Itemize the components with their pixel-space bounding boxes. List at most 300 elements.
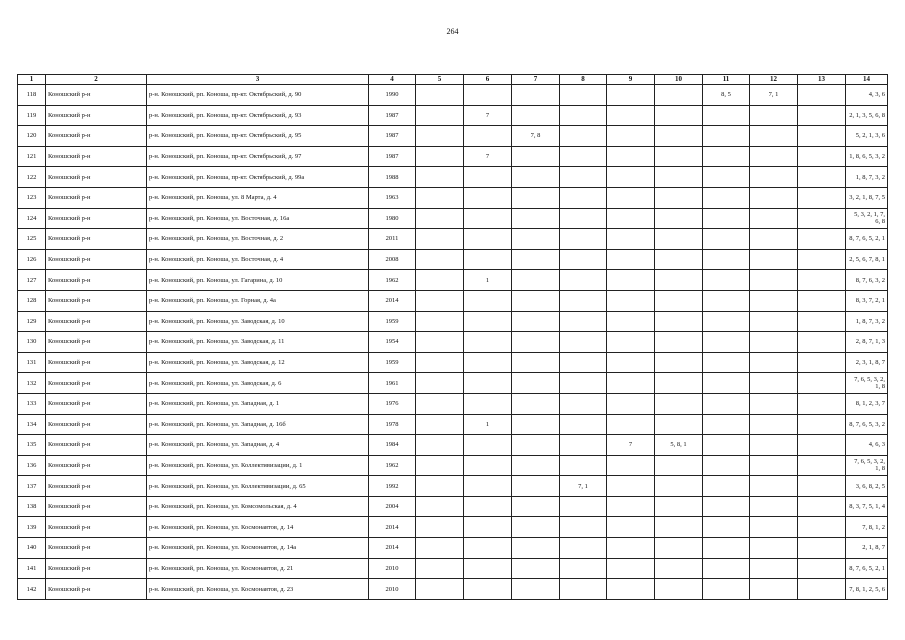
table-cell-col-11 bbox=[703, 517, 750, 538]
table-cell-col-6 bbox=[464, 311, 512, 332]
table-cell-col-10 bbox=[655, 476, 703, 497]
table-cell-col-13 bbox=[798, 476, 846, 497]
table-cell-col-7 bbox=[512, 105, 560, 126]
table-cell-col-11 bbox=[703, 373, 750, 394]
table-cell-col-10 bbox=[655, 229, 703, 250]
table-cell-col-12 bbox=[750, 352, 798, 373]
table-cell-col-4: 1978 bbox=[369, 414, 416, 435]
table-cell-col-2: Коношский р-н bbox=[46, 311, 147, 332]
table-cell-col-3: р-н. Коношский, рп. Коноша, ул. Космонавтов, д. 23 bbox=[147, 579, 369, 600]
table-cell-col-6 bbox=[464, 538, 512, 559]
table-cell-col-5 bbox=[416, 167, 464, 188]
table-cell-col-5 bbox=[416, 270, 464, 291]
table-cell-col-8 bbox=[560, 352, 607, 373]
table-row bbox=[18, 229, 888, 250]
table-cell-col-3: р-н. Коношский, рп. Коноша, пр-кт. Октябрьский, д. 99а bbox=[147, 167, 369, 188]
table-cell-col-9 bbox=[607, 476, 655, 497]
table-cell-col-6 bbox=[464, 249, 512, 270]
table-cell-col-9 bbox=[607, 517, 655, 538]
table-cell-col-7 bbox=[512, 373, 560, 394]
table-cell-col-5 bbox=[416, 414, 464, 435]
table-cell-col-1: 141 bbox=[18, 558, 46, 579]
table-cell-col-6 bbox=[464, 393, 512, 414]
table-cell-col-9 bbox=[607, 290, 655, 311]
table-cell-col-12 bbox=[750, 167, 798, 188]
table-cell-col-3: р-н. Коношский, рп. Коноша, ул. Комсомольская, д. 4 bbox=[147, 496, 369, 517]
table-cell-col-1: 134 bbox=[18, 414, 46, 435]
table-cell-col-7 bbox=[512, 208, 560, 229]
table-cell-col-6: 7 bbox=[464, 105, 512, 126]
table-cell-col-5 bbox=[416, 290, 464, 311]
table-cell-col-13 bbox=[798, 373, 846, 394]
table-cell-col-12 bbox=[750, 373, 798, 394]
table-cell-col-1: 131 bbox=[18, 352, 46, 373]
table-cell-col-11 bbox=[703, 208, 750, 229]
table-cell-col-3: р-н. Коношский, рп. Коноша, ул. Заводская, д. 12 bbox=[147, 352, 369, 373]
table-cell-col-6 bbox=[464, 435, 512, 456]
table-cell-col-14: 2, 1, 8, 7 bbox=[846, 538, 888, 559]
table-cell-col-14: 8, 3, 7, 5, 1, 4 bbox=[846, 496, 888, 517]
table-cell-col-9 bbox=[607, 105, 655, 126]
table-cell-col-7 bbox=[512, 249, 560, 270]
table-cell-col-6 bbox=[464, 352, 512, 373]
table-cell-col-8 bbox=[560, 496, 607, 517]
table-cell-col-9 bbox=[607, 167, 655, 188]
table-cell-col-10 bbox=[655, 85, 703, 106]
table-cell-col-12 bbox=[750, 476, 798, 497]
table-cell-col-4: 2011 bbox=[369, 229, 416, 250]
table-cell-col-1: 137 bbox=[18, 476, 46, 497]
table-cell-col-7 bbox=[512, 352, 560, 373]
table-cell-col-6 bbox=[464, 455, 512, 476]
table-row bbox=[18, 332, 888, 353]
table-cell-col-6 bbox=[464, 208, 512, 229]
table-cell-col-11 bbox=[703, 270, 750, 291]
table-cell-col-9 bbox=[607, 496, 655, 517]
table-cell-col-13 bbox=[798, 249, 846, 270]
table-cell-col-9 bbox=[607, 414, 655, 435]
table-cell-col-9 bbox=[607, 208, 655, 229]
table-cell-col-6: 1 bbox=[464, 270, 512, 291]
table-cell-col-6 bbox=[464, 229, 512, 250]
table-cell-col-8 bbox=[560, 414, 607, 435]
table-cell-col-12 bbox=[750, 579, 798, 600]
table-row bbox=[18, 311, 888, 332]
table-cell-col-11 bbox=[703, 229, 750, 250]
table-cell-col-11 bbox=[703, 126, 750, 147]
column-header-3: 3 bbox=[147, 75, 369, 85]
table-cell-col-11 bbox=[703, 414, 750, 435]
page-number: 264 bbox=[446, 27, 459, 36]
table-cell-col-1: 123 bbox=[18, 187, 46, 208]
table-cell-col-2: Коношский р-н bbox=[46, 476, 147, 497]
table-cell-col-8 bbox=[560, 229, 607, 250]
column-header-13: 13 bbox=[798, 75, 846, 85]
table-cell-col-8 bbox=[560, 126, 607, 147]
register-table bbox=[17, 74, 888, 600]
table-cell-col-10 bbox=[655, 579, 703, 600]
table-cell-col-11 bbox=[703, 435, 750, 456]
table-cell-col-7 bbox=[512, 270, 560, 291]
table-cell-col-11 bbox=[703, 558, 750, 579]
table-cell-col-12 bbox=[750, 558, 798, 579]
table-row bbox=[18, 270, 888, 291]
table-cell-col-4: 1962 bbox=[369, 455, 416, 476]
table-cell-col-1: 142 bbox=[18, 579, 46, 600]
table-cell-col-14: 1, 8, 6, 5, 3, 2 bbox=[846, 146, 888, 167]
table-row bbox=[18, 393, 888, 414]
table-cell-col-7 bbox=[512, 496, 560, 517]
table-cell-col-12 bbox=[750, 290, 798, 311]
table-row bbox=[18, 146, 888, 167]
table-cell-col-4: 1961 bbox=[369, 373, 416, 394]
table-cell-col-4: 1954 bbox=[369, 332, 416, 353]
table-cell-col-7 bbox=[512, 290, 560, 311]
table-cell-col-14: 8, 7, 6, 5, 2, 1 bbox=[846, 558, 888, 579]
table-cell-col-13 bbox=[798, 208, 846, 229]
table-row bbox=[18, 208, 888, 229]
table-cell-col-8 bbox=[560, 393, 607, 414]
table-cell-col-13 bbox=[798, 332, 846, 353]
table-cell-col-12 bbox=[750, 105, 798, 126]
table-cell-col-8 bbox=[560, 105, 607, 126]
table-cell-col-6 bbox=[464, 476, 512, 497]
table-cell-col-9 bbox=[607, 393, 655, 414]
table-cell-col-8 bbox=[560, 187, 607, 208]
table-cell-col-14: 7, 6, 5, 3, 2, 1, 8 bbox=[846, 373, 888, 394]
table-cell-col-13 bbox=[798, 146, 846, 167]
table-cell-col-3: р-н. Коношский, рп. Коноша, ул. Восточная, д. 2 bbox=[147, 229, 369, 250]
table-cell-col-11 bbox=[703, 167, 750, 188]
table-row bbox=[18, 414, 888, 435]
table-row bbox=[18, 579, 888, 600]
table-cell-col-10 bbox=[655, 208, 703, 229]
table-cell-col-11 bbox=[703, 290, 750, 311]
table-cell-col-11 bbox=[703, 538, 750, 559]
table-cell-col-8 bbox=[560, 558, 607, 579]
table-cell-col-6: 1 bbox=[464, 414, 512, 435]
table-cell-col-5 bbox=[416, 558, 464, 579]
column-header-5: 5 bbox=[416, 75, 464, 85]
table-cell-col-7 bbox=[512, 579, 560, 600]
table-cell-col-11 bbox=[703, 496, 750, 517]
table-cell-col-4: 1987 bbox=[369, 146, 416, 167]
table-cell-col-10 bbox=[655, 517, 703, 538]
table-cell-col-2: Коношский р-н bbox=[46, 332, 147, 353]
table-cell-col-10 bbox=[655, 496, 703, 517]
table-cell-col-13 bbox=[798, 290, 846, 311]
table-cell-col-3: р-н. Коношский, рп. Коноша, пр-кт. Октябрьский, д. 90 bbox=[147, 85, 369, 106]
table-cell-col-7 bbox=[512, 167, 560, 188]
table-cell-col-2: Коношский р-н bbox=[46, 270, 147, 291]
table-cell-col-11 bbox=[703, 249, 750, 270]
table-cell-col-14: 3, 6, 8, 2, 5 bbox=[846, 476, 888, 497]
table-row bbox=[18, 455, 888, 476]
table-cell-col-12 bbox=[750, 270, 798, 291]
table-cell-col-4: 1959 bbox=[369, 311, 416, 332]
table-cell-col-1: 135 bbox=[18, 435, 46, 456]
table-cell-col-10 bbox=[655, 311, 703, 332]
table-cell-col-6 bbox=[464, 85, 512, 106]
table-cell-col-9 bbox=[607, 146, 655, 167]
table-cell-col-3: р-н. Коношский, рп. Коноша, ул. Восточная, д. 16а bbox=[147, 208, 369, 229]
table-cell-col-8 bbox=[560, 290, 607, 311]
table-row bbox=[18, 435, 888, 456]
table-cell-col-13 bbox=[798, 455, 846, 476]
table-cell-col-12 bbox=[750, 229, 798, 250]
table-cell-col-7 bbox=[512, 538, 560, 559]
table-cell-col-10 bbox=[655, 290, 703, 311]
table-cell-col-13 bbox=[798, 270, 846, 291]
table-cell-col-10 bbox=[655, 455, 703, 476]
column-header-2: 2 bbox=[46, 75, 147, 85]
table-cell-col-14: 7, 8, 1, 2 bbox=[846, 517, 888, 538]
table-cell-col-8 bbox=[560, 373, 607, 394]
table-cell-col-8 bbox=[560, 85, 607, 106]
table-cell-col-12 bbox=[750, 538, 798, 559]
table-cell-col-10 bbox=[655, 352, 703, 373]
table-cell-col-10 bbox=[655, 167, 703, 188]
table-cell-col-9 bbox=[607, 187, 655, 208]
table-cell-col-8 bbox=[560, 167, 607, 188]
table-header-row bbox=[18, 75, 888, 85]
table-cell-col-13 bbox=[798, 229, 846, 250]
table-cell-col-5 bbox=[416, 146, 464, 167]
table-cell-col-11 bbox=[703, 455, 750, 476]
table-cell-col-8 bbox=[560, 538, 607, 559]
column-header-6: 6 bbox=[464, 75, 512, 85]
table-cell-col-8 bbox=[560, 455, 607, 476]
table-cell-col-4: 1980 bbox=[369, 208, 416, 229]
table-cell-col-9 bbox=[607, 538, 655, 559]
table-cell-col-4: 1987 bbox=[369, 126, 416, 147]
table-cell-col-2: Коношский р-н bbox=[46, 455, 147, 476]
table-cell-col-9: 7 bbox=[607, 435, 655, 456]
table-row bbox=[18, 496, 888, 517]
table-cell-col-2: Коношский р-н bbox=[46, 414, 147, 435]
table-cell-col-7 bbox=[512, 187, 560, 208]
table-cell-col-1: 140 bbox=[18, 538, 46, 559]
table-row bbox=[18, 105, 888, 126]
table-cell-col-11 bbox=[703, 393, 750, 414]
table-cell-col-5 bbox=[416, 496, 464, 517]
table-cell-col-10 bbox=[655, 373, 703, 394]
table-cell-col-3: р-н. Коношский, рп. Коноша, ул. Коллективизации, д. 1 bbox=[147, 455, 369, 476]
table-cell-col-1: 125 bbox=[18, 229, 46, 250]
table-cell-col-8 bbox=[560, 435, 607, 456]
column-header-7: 7 bbox=[512, 75, 560, 85]
table-cell-col-9 bbox=[607, 455, 655, 476]
table-cell-col-3: р-н. Коношский, рп. Коноша, ул. Космонавтов, д. 14а bbox=[147, 538, 369, 559]
table-cell-col-4: 1988 bbox=[369, 167, 416, 188]
table-cell-col-4: 2014 bbox=[369, 517, 416, 538]
table-cell-col-6 bbox=[464, 579, 512, 600]
table-cell-col-10 bbox=[655, 558, 703, 579]
table-cell-col-4: 1984 bbox=[369, 435, 416, 456]
table-cell-col-6 bbox=[464, 290, 512, 311]
table-cell-col-4: 2014 bbox=[369, 290, 416, 311]
table-row bbox=[18, 558, 888, 579]
table-cell-col-2: Коношский р-н bbox=[46, 579, 147, 600]
table-cell-col-13 bbox=[798, 105, 846, 126]
table-cell-col-12 bbox=[750, 414, 798, 435]
column-header-12: 12 bbox=[750, 75, 798, 85]
table-cell-col-2: Коношский р-н bbox=[46, 373, 147, 394]
table-cell-col-7 bbox=[512, 393, 560, 414]
column-header-10: 10 bbox=[655, 75, 703, 85]
table-cell-col-11 bbox=[703, 311, 750, 332]
table-cell-col-2: Коношский р-н bbox=[46, 229, 147, 250]
table-cell-col-14: 2, 5, 6, 7, 8, 1 bbox=[846, 249, 888, 270]
table-cell-col-3: р-н. Коношский, рп. Коноша, ул. Горная, д. 4а bbox=[147, 290, 369, 311]
table-cell-col-5 bbox=[416, 85, 464, 106]
table-cell-col-2: Коношский р-н bbox=[46, 352, 147, 373]
table-cell-col-6 bbox=[464, 332, 512, 353]
table-cell-col-3: р-н. Коношский, рп. Коноша, ул. Западная, д. 4 bbox=[147, 435, 369, 456]
table-cell-col-8 bbox=[560, 311, 607, 332]
table-cell-col-12 bbox=[750, 187, 798, 208]
table-cell-col-1: 128 bbox=[18, 290, 46, 311]
table-cell-col-2: Коношский р-н bbox=[46, 85, 147, 106]
column-header-11: 11 bbox=[703, 75, 750, 85]
table-cell-col-2: Коношский р-н bbox=[46, 558, 147, 579]
table-cell-col-9 bbox=[607, 332, 655, 353]
table-cell-col-7 bbox=[512, 311, 560, 332]
table-cell-col-4: 1962 bbox=[369, 270, 416, 291]
table-cell-col-6 bbox=[464, 517, 512, 538]
table-cell-col-13 bbox=[798, 187, 846, 208]
table-cell-col-3: р-н. Коношский, рп. Коноша, пр-кт. Октябрьский, д. 95 bbox=[147, 126, 369, 147]
table-cell-col-4: 1976 bbox=[369, 393, 416, 414]
table-cell-col-2: Коношский р-н bbox=[46, 105, 147, 126]
table-cell-col-12 bbox=[750, 332, 798, 353]
table-cell-col-12 bbox=[750, 208, 798, 229]
table-cell-col-7: 7, 8 bbox=[512, 126, 560, 147]
table-cell-col-12 bbox=[750, 393, 798, 414]
table-cell-col-11 bbox=[703, 332, 750, 353]
table-cell-col-8 bbox=[560, 146, 607, 167]
table-row bbox=[18, 517, 888, 538]
table-cell-col-7 bbox=[512, 229, 560, 250]
table-cell-col-5 bbox=[416, 311, 464, 332]
table-cell-col-4: 2004 bbox=[369, 496, 416, 517]
table-cell-col-12 bbox=[750, 311, 798, 332]
table-cell-col-5 bbox=[416, 455, 464, 476]
table-cell-col-13 bbox=[798, 311, 846, 332]
table-cell-col-3: р-н. Коношский, рп. Коноша, ул. Заводская, д. 10 bbox=[147, 311, 369, 332]
table-cell-col-13 bbox=[798, 393, 846, 414]
table-cell-col-2: Коношский р-н bbox=[46, 538, 147, 559]
table-cell-col-6 bbox=[464, 167, 512, 188]
table-cell-col-12 bbox=[750, 435, 798, 456]
table-cell-col-4: 1959 bbox=[369, 352, 416, 373]
table-cell-col-5 bbox=[416, 332, 464, 353]
table-cell-col-10 bbox=[655, 249, 703, 270]
table-cell-col-5 bbox=[416, 373, 464, 394]
table-cell-col-13 bbox=[798, 352, 846, 373]
table-cell-col-9 bbox=[607, 558, 655, 579]
table-cell-col-9 bbox=[607, 229, 655, 250]
table-cell-col-4: 1987 bbox=[369, 105, 416, 126]
table-cell-col-13 bbox=[798, 538, 846, 559]
table-cell-col-5 bbox=[416, 476, 464, 497]
table-cell-col-14: 2, 8, 7, 1, 3 bbox=[846, 332, 888, 353]
table-cell-col-11 bbox=[703, 187, 750, 208]
column-header-9: 9 bbox=[607, 75, 655, 85]
table-row bbox=[18, 373, 888, 394]
table-cell-col-9 bbox=[607, 85, 655, 106]
table-cell-col-10 bbox=[655, 270, 703, 291]
table-cell-col-2: Коношский р-н bbox=[46, 517, 147, 538]
table-cell-col-1: 122 bbox=[18, 167, 46, 188]
table-cell-col-4: 1963 bbox=[369, 187, 416, 208]
column-header-4: 4 bbox=[369, 75, 416, 85]
table-cell-col-4: 1992 bbox=[369, 476, 416, 497]
table-cell-col-2: Коношский р-н bbox=[46, 496, 147, 517]
table-cell-col-14: 8, 7, 6, 3, 2 bbox=[846, 270, 888, 291]
table-cell-col-7 bbox=[512, 146, 560, 167]
table-cell-col-2: Коношский р-н bbox=[46, 167, 147, 188]
table-cell-col-5 bbox=[416, 352, 464, 373]
table-cell-col-2: Коношский р-н bbox=[46, 290, 147, 311]
table-cell-col-6 bbox=[464, 373, 512, 394]
table-row bbox=[18, 476, 888, 497]
table-cell-col-14: 8, 1, 2, 3, 7 bbox=[846, 393, 888, 414]
table-cell-col-8 bbox=[560, 517, 607, 538]
table-cell-col-10: 5, 8, 1 bbox=[655, 435, 703, 456]
column-header-8: 8 bbox=[560, 75, 607, 85]
table-cell-col-10 bbox=[655, 105, 703, 126]
table-cell-col-1: 121 bbox=[18, 146, 46, 167]
table-cell-col-11 bbox=[703, 352, 750, 373]
table-cell-col-2: Коношский р-н bbox=[46, 208, 147, 229]
table-cell-col-7 bbox=[512, 85, 560, 106]
table-cell-col-2: Коношский р-н bbox=[46, 146, 147, 167]
table-cell-col-14: 4, 6, 3 bbox=[846, 435, 888, 456]
table-cell-col-5 bbox=[416, 538, 464, 559]
table-cell-col-1: 138 bbox=[18, 496, 46, 517]
table-cell-col-3: р-н. Коношский, рп. Коноша, ул. Заводская, д. 6 bbox=[147, 373, 369, 394]
table-cell-col-14: 1, 8, 7, 3, 2 bbox=[846, 311, 888, 332]
table-cell-col-3: р-н. Коношский, рп. Коноша, ул. Коллективизации, д. 65 bbox=[147, 476, 369, 497]
table-cell-col-2: Коношский р-н bbox=[46, 435, 147, 456]
table-cell-col-12 bbox=[750, 455, 798, 476]
table-cell-col-5 bbox=[416, 393, 464, 414]
table-cell-col-8 bbox=[560, 579, 607, 600]
table-cell-col-12: 7, 1 bbox=[750, 85, 798, 106]
table-cell-col-9 bbox=[607, 249, 655, 270]
table-cell-col-3: р-н. Коношский, рп. Коноша, ул. Гагарина, д. 10 bbox=[147, 270, 369, 291]
table-cell-col-1: 119 bbox=[18, 105, 46, 126]
table-cell-col-5 bbox=[416, 435, 464, 456]
table-cell-col-14: 7, 8, 1, 2, 5, 6 bbox=[846, 579, 888, 600]
table-cell-col-7 bbox=[512, 435, 560, 456]
table-cell-col-5 bbox=[416, 126, 464, 147]
column-header-14: 14 bbox=[846, 75, 888, 85]
table-row bbox=[18, 352, 888, 373]
table-cell-col-13 bbox=[798, 414, 846, 435]
table-cell-col-5 bbox=[416, 105, 464, 126]
table-cell-col-2: Коношский р-н bbox=[46, 126, 147, 147]
table-cell-col-8 bbox=[560, 249, 607, 270]
table-cell-col-13 bbox=[798, 517, 846, 538]
table-cell-col-1: 132 bbox=[18, 373, 46, 394]
table-cell-col-3: р-н. Коношский, рп. Коноша, пр-кт. Октябрьский, д. 97 bbox=[147, 146, 369, 167]
table-cell-col-9 bbox=[607, 352, 655, 373]
table-cell-col-10 bbox=[655, 332, 703, 353]
table-cell-col-14: 8, 3, 7, 2, 1 bbox=[846, 290, 888, 311]
table-cell-col-13 bbox=[798, 558, 846, 579]
